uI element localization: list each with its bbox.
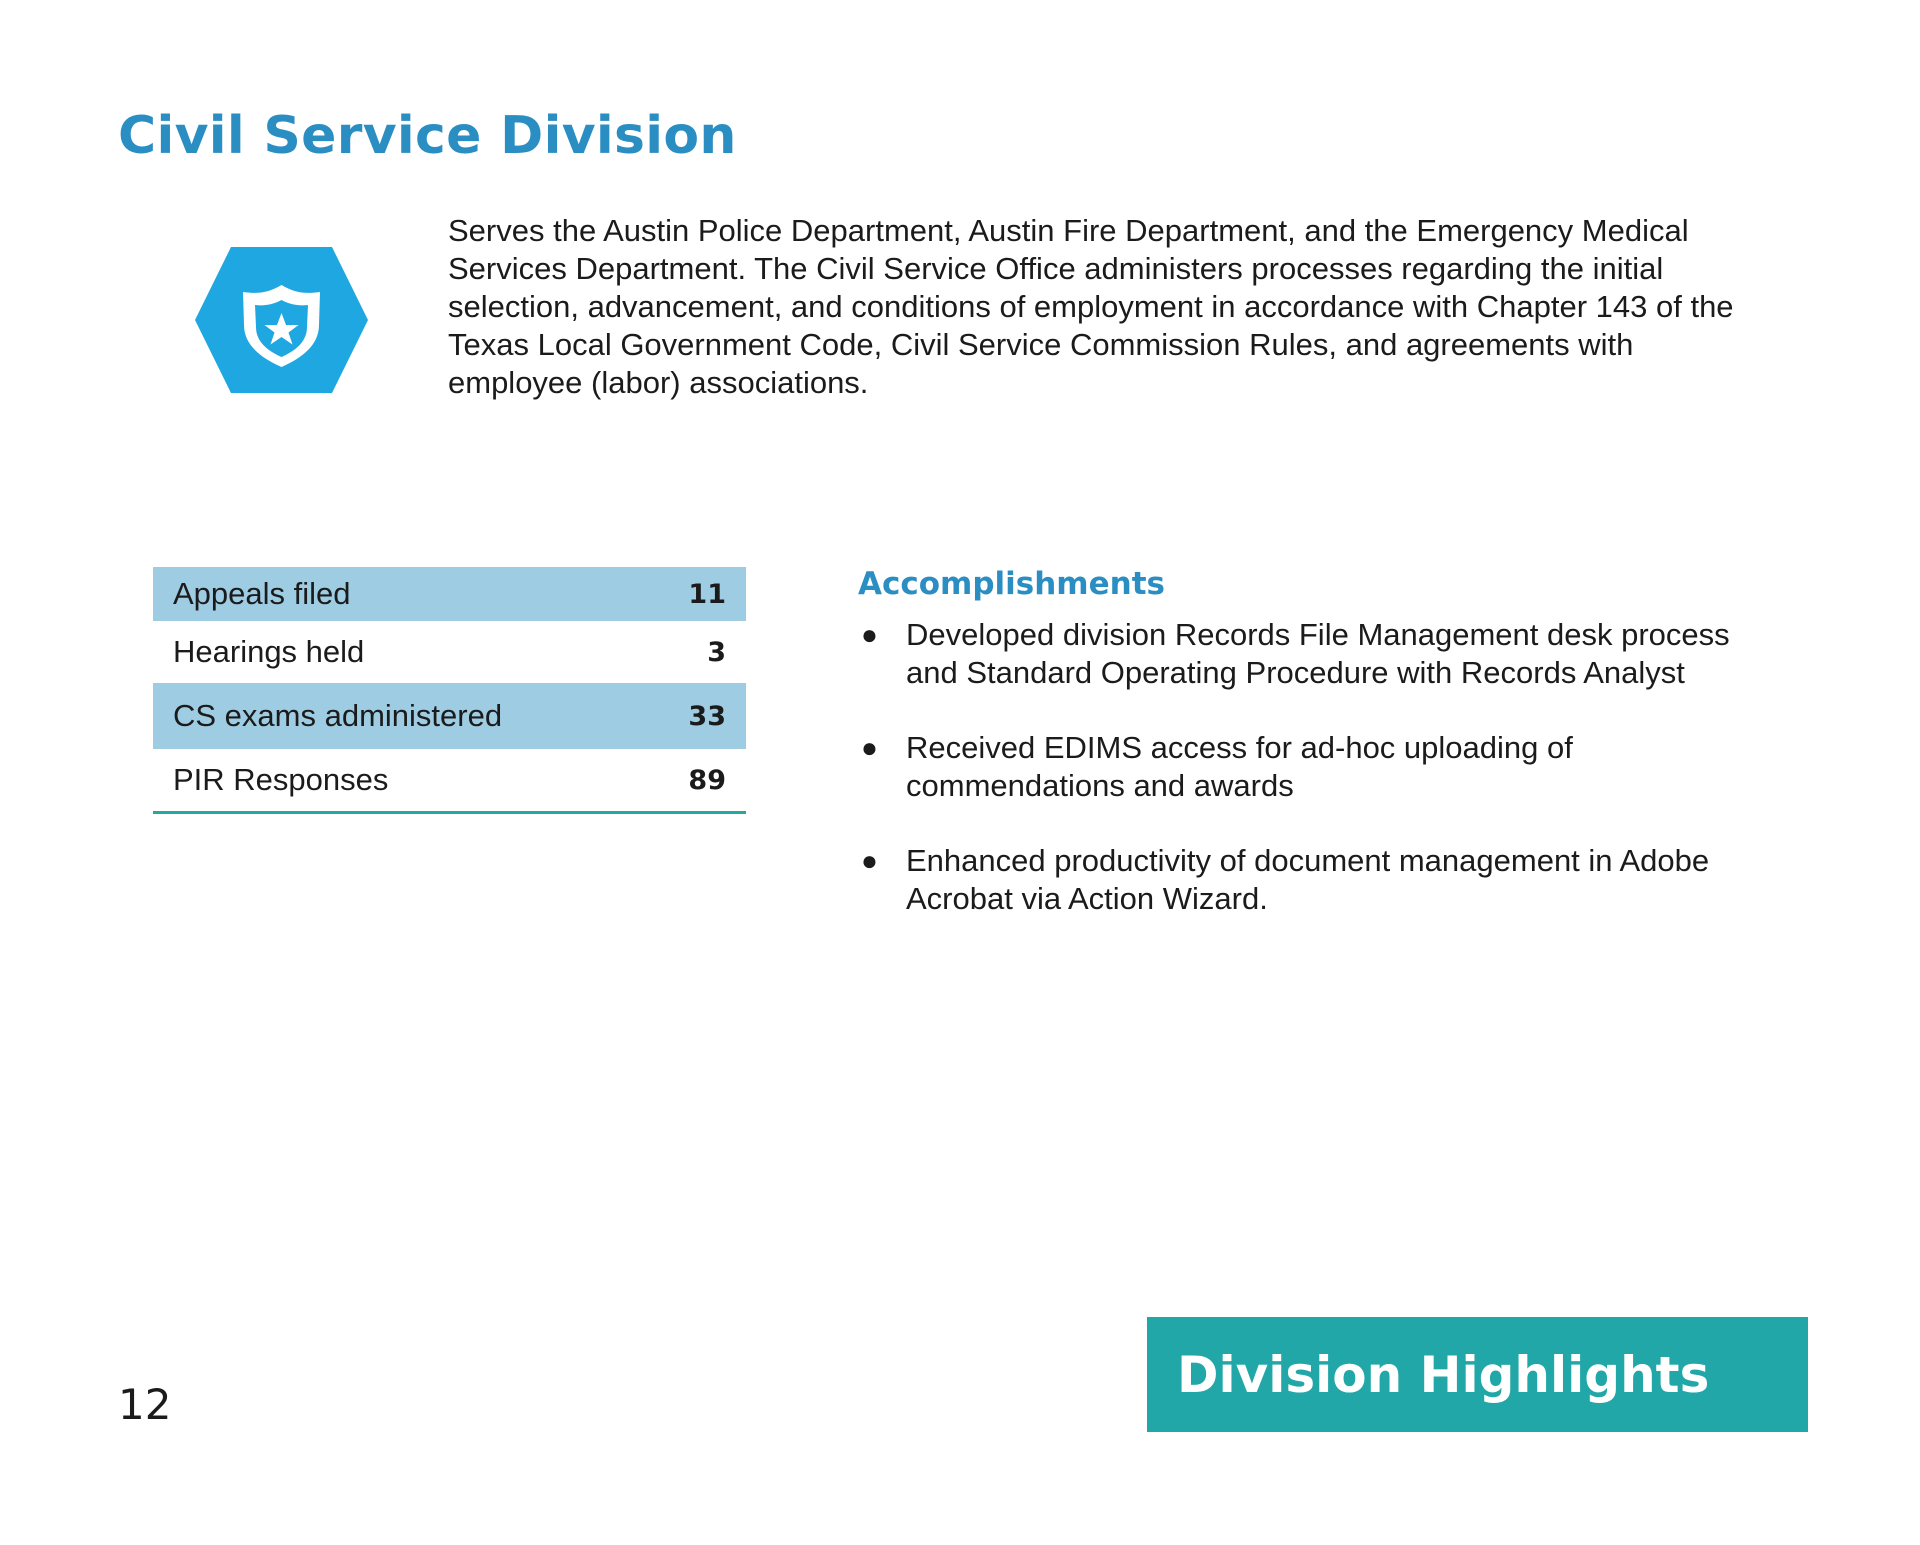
stat-label: CS exams administered — [153, 683, 616, 749]
bullet-icon: ● — [861, 732, 878, 763]
bullet-icon: ● — [861, 619, 878, 650]
accomplishments-heading: Accomplishments — [858, 566, 1165, 602]
table-row — [153, 621, 746, 683]
stat-label: Appeals filed — [153, 567, 616, 621]
police-shield-badge-icon — [195, 247, 368, 393]
stat-label: PIR Responses — [153, 749, 616, 813]
table-row — [153, 567, 746, 621]
bullet-icon: ● — [861, 845, 878, 876]
accomplishments-section — [858, 564, 1758, 955]
stat-value: 11 — [616, 567, 746, 621]
list-item-text: Developed division Records File Management desk process and Standard Operating Procedure with Records Analyst — [906, 617, 1730, 690]
section-banner — [1147, 1317, 1808, 1432]
section-banner-label: Division Highlights — [1177, 1345, 1710, 1404]
list-item-text: Enhanced productivity of document management in Adobe Acrobat via Action Wizard. — [906, 843, 1710, 916]
intro-paragraph: Serves the Austin Police Department, Austin Fire Department, and the Emergency Medical Services Department. The Civil Service Office administers processes regarding the initial selection, advancement, and conditions of employment in accordance with Chapter 143 of the Texas Local Government Code, Civil Service Commission Rules, and agreements with employee (labor) associations. — [448, 213, 1734, 400]
list-item-text: Received EDIMS access for ad-hoc uploading of commendations and awards — [906, 730, 1573, 803]
page-number: 12 — [118, 1380, 172, 1429]
stat-label: Hearings held — [173, 634, 365, 669]
table-row — [153, 683, 746, 749]
list-item — [858, 729, 1758, 805]
table-row — [153, 749, 746, 813]
stat-value: 89 — [616, 749, 746, 813]
stat-value: 33 — [616, 683, 746, 749]
stats-table — [153, 567, 746, 814]
accomplishments-list — [858, 616, 1758, 918]
list-item — [858, 616, 1758, 692]
stat-value: 3 — [707, 636, 726, 668]
page-title: Civil Service Division — [118, 106, 737, 166]
list-item — [858, 842, 1758, 918]
